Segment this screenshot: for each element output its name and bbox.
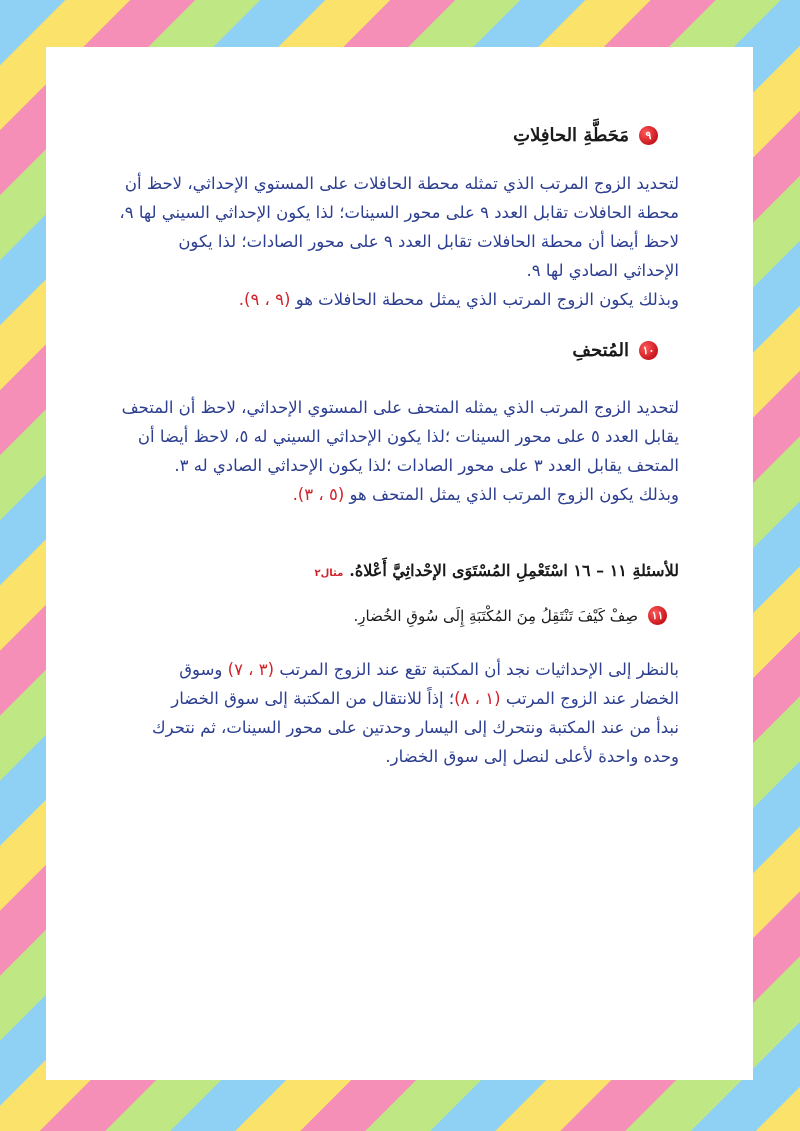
example-reference-tag: مثال٢ [314,568,344,579]
section-9-number-badge: ٩ [639,126,658,145]
worksheet-page [46,47,753,1080]
library-pair: (٣ ، ٧) [227,660,275,679]
answer-line-2-end: ؛ إذاً للانتقال من المكتبة إلى سوق الخضار [171,689,455,708]
section-10-answer-pair: (٥ ، ٣). [292,485,345,504]
answer-line-3: نبدأ من عند المكتبة ونتحرك إلى اليسار وحدتين على محور السينات، ثم نتحرك [152,718,679,737]
answer-line-2-text: الخضار عند الزوج المرتب [505,689,679,708]
section-10-line: المتحف يقابل العدد ٣ على محور الصادات ؛لذا يكون الإحداثي الصادي له ٣. [174,456,679,475]
question-11-text: صِفْ كَيْفَ تَنْتَقِلُ مِنَ المُكْتَبَةِ إِلَى سُوقِ الخُضارِ. [353,606,638,625]
answer-line-1-text: بالنظر إلى الإحداثيات نجد أن المكتبة تقع عند الزوج المرتب [279,660,679,679]
questions-instruction [314,561,679,580]
section-10-title: المُتحفِ [572,340,629,361]
section-9-line: لاحظ أيضا أن محطة الحافلات تقابل العدد ٩ على محور الصادات؛ لذا يكون [178,232,679,251]
section-10-line: يقابل العدد ٥ على محور السينات ؛لذا يكون الإحداثي السيني له ٥، لاحظ أيضا أن [137,427,679,446]
section-10-number-badge: ١٠ [639,341,658,360]
question-11-number-badge: ١١ [648,606,667,625]
answer-line-2 [119,684,679,713]
market-pair: (١ ، ٨) [454,689,501,708]
answer-line-1-end: وسوق [179,660,223,679]
answer-line-1 [119,655,679,684]
question-11-answer [119,655,679,771]
section-10-conclusion [119,480,679,509]
section-9-title: مَحَطَّةِ الحافِلاتِ [513,125,629,146]
question-11 [354,606,667,625]
section-9-answer-pair: (٩ ، ٩). [238,290,291,309]
section-9-conclusion-text: وبذلك يكون الزوج المرتب الذي يمثل محطة الحافلات هو [295,290,679,309]
section-9-line: الإحداثي الصادي لها ٩. [526,261,679,280]
section-9-conclusion [119,285,679,314]
section-10-conclusion-text: وبذلك يكون الزوج المرتب الذي يمثل المتحف هو [349,485,679,504]
section-10-heading [572,340,658,361]
section-9-explanation [119,169,679,314]
section-9-line: لتحديد الزوج المرتب الذي تمثله محطة الحافلات على المستوي الإحداثي، لاحظ أن [124,174,679,193]
section-9-heading [513,125,658,146]
section-10-line: لتحديد الزوج المرتب الذي يمثله المتحف على المستوي الإحداثي، لاحظ أن المتحف [121,398,679,417]
section-9-line: محطة الحافلات تقابل العدد ٩ على محور السينات؛ لذا يكون الإحداثي السيني لها ٩، [119,203,679,222]
answer-line-4: وحده واحدة لأعلى لنصل إلى سوق الخضار. [385,747,679,766]
questions-instruction-text: للأسئلةِ ١١ – ١٦ اسْتَعْمِلِ المُسْتَوَى الإحْداثِيَّ أَعْلاهُ. [349,561,679,580]
section-10-explanation [119,393,679,509]
